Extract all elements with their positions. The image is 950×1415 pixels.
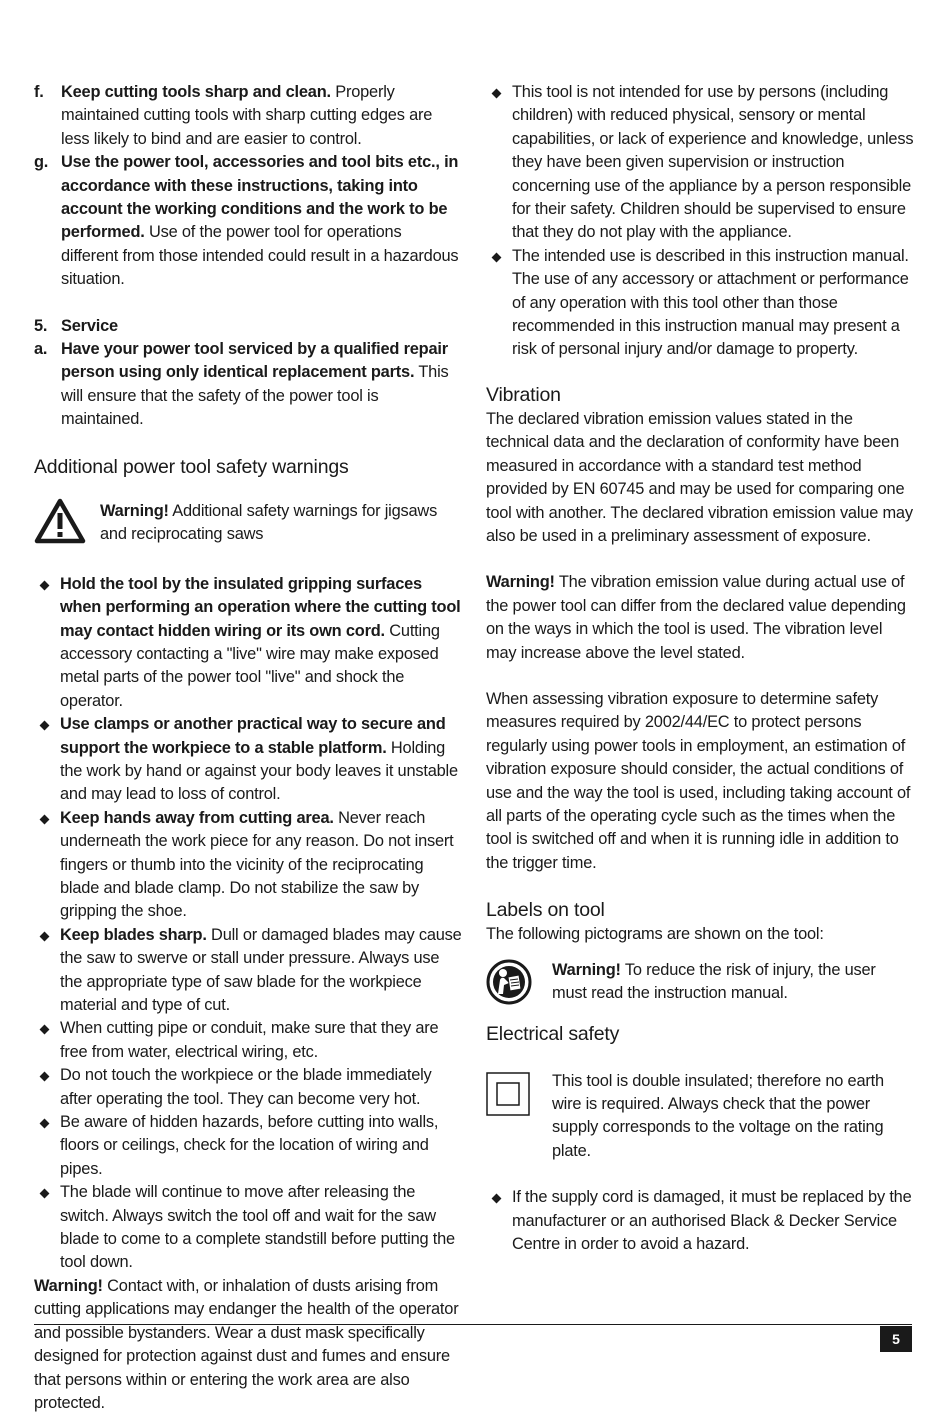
diamond-bullet-icon: [40, 721, 50, 731]
diamond-bullet-icon: [40, 1025, 50, 1035]
diamond-bullet-icon: [40, 1189, 50, 1199]
bullet-item: [34, 713, 462, 807]
double-insulation-box: [486, 1070, 914, 1164]
warning-text: Contact with, or inhalation of dusts arising from cutting applications may endanger the health of the operator and possible bystanders. Wear a dust mask specifically designed for protection against dust and fumes and ensure that persons within or entering the work area are also protected.: [34, 1276, 459, 1412]
double-insulation-icon: [486, 1072, 530, 1123]
diamond-bullet-icon: [492, 252, 502, 262]
diamond-bullet-icon: [40, 580, 50, 590]
jigsaw-warning-box: [34, 500, 462, 550]
list-item-g: [34, 151, 462, 291]
vibration-paragraph: The declared vibration emission values stated in the technical data and the declaration of conformity have been measured in accordance with a standard test method provided by EN 60745 and may be used for comparing one tool with another. The declared vibration emission value may also be used in a preliminary assessment of exposure.: [486, 409, 913, 545]
item-marker: f.: [34, 83, 44, 101]
diamond-bullet-icon: [40, 931, 50, 941]
warning-label: Warning!: [34, 1276, 103, 1295]
bullet-text: Be aware of hidden hazards, before cutting into walls, floors or ceilings, check for the location of wiring and pipes.: [60, 1113, 439, 1178]
bullet-bold-text: Keep blades sharp.: [60, 925, 207, 944]
bullet-text: Never reach underneath the work piece for any reason. Do not insert fingers or thumb into the vicinity of the reciprocating blade and blade clamp. Do not stabilize the saw by gripping the shoe.: [60, 808, 454, 921]
bullet-bold-text: Hold the tool by the insulated gripping surfaces when performing an operation where the cutting tool may contact hidden wiring or its own cord.: [60, 574, 461, 640]
item-bold-text: Use the power tool, accessories and tool bits etc., in accordance with these instructions, taking into account the working conditions and the work to be performed.: [61, 153, 459, 242]
bullet-bold-text: Use clamps or another practical way to secure and support the workpiece to a stable platform.: [60, 715, 446, 757]
double-insulation-text: This tool is double insulated; therefore no earth wire is required. Always check that the power supply corresponds to the voltage on the rating plate.: [552, 1071, 884, 1160]
bullet-item: [34, 924, 462, 1018]
bullet-item: [486, 245, 914, 362]
item-text: This will ensure that the safety of the power tool is maintained.: [61, 363, 449, 429]
bullet-item: [34, 807, 462, 924]
manual-warning-box: [486, 959, 914, 1009]
dust-warning-paragraph: [34, 1275, 462, 1415]
bullet-item: [34, 573, 462, 713]
section-title: Service: [61, 316, 118, 335]
diamond-bullet-icon: [492, 1194, 502, 1204]
warning-label: Warning!: [552, 960, 621, 979]
right-column: [486, 81, 914, 1256]
bullet-text: Dull or damaged blades may cause the saw to swerve or stall under pressure. Always use the appropriate type of saw blade for the workpiece material and type of cut.: [60, 925, 462, 1014]
warning-text: The vibration emission value during actual use of the power tool can differ from the declared value depending on the ways in which the tool is used. The vibration level may increase above the level stated.: [486, 573, 906, 662]
left-column: [34, 81, 462, 1415]
read-manual-icon: [486, 959, 532, 1012]
diamond-bullet-icon: [40, 814, 50, 824]
vibration-warning-paragraph: [486, 571, 914, 665]
vibration-assessment-paragraph: When assessing vibration exposure to determine safety measures required by 2002/44/EC to protect persons regularly using power tools in employment, an estimation of vibration exposure should consider, the actual conditions of use and the way the tool is used, including taking account of all parts of the operating cycle such as the times when the tool is switched off and when it is running idle in addition to the trigger time.: [486, 689, 911, 872]
diamond-bullet-icon: [492, 89, 502, 99]
additional-warnings-heading: Additional power tool safety warnings: [34, 455, 349, 478]
bullet-text: This tool is not intended for use by persons (including children) with reduced physical, sensory or mental capabilities, or lack of experience and knowledge, unless they have been given supervision or instruction concerning use of the appliance by a person responsible for their safety. Children should be supervised to ensure that they do not play with the appliance.: [512, 83, 914, 242]
footer-rule: [34, 1324, 912, 1325]
bullet-text: Do not touch the workpiece or the blade immediately after operating the tool. They can become very hot.: [60, 1066, 432, 1108]
diamond-bullet-icon: [40, 1119, 50, 1129]
bullet-text: The intended use is described in this instruction manual. The use of any accessory or attachment or performance of any operation with this tool other than those recommended in this instruction manual may present a risk of personal injury and/or damage to property.: [512, 246, 909, 359]
labels-intro: The following pictograms are shown on the tool:: [486, 925, 824, 944]
bullet-item: [486, 1186, 914, 1256]
bullet-item: [34, 1111, 462, 1181]
item-bold-text: Keep cutting tools sharp and clean.: [61, 83, 331, 101]
item-marker: a.: [34, 340, 48, 359]
bullet-text: If the supply cord is damaged, it must be replaced by the manufacturer or an authorised Black & Decker Service Centre in order to avoid a hazard.: [512, 1188, 912, 1254]
electrical-safety-heading: Electrical safety: [486, 1022, 620, 1045]
diamond-bullet-icon: [40, 1072, 50, 1082]
bullet-bold-text: Keep hands away from cutting area.: [60, 808, 334, 827]
section-number: 5.: [34, 316, 48, 335]
warning-label: Warning!: [486, 573, 555, 592]
bullet-item: [34, 1181, 462, 1275]
item-text: Properly maintained cutting tools with sharp cutting edges are less likely to bind and are easier to control.: [61, 83, 433, 148]
bullet-item: [486, 81, 914, 245]
bullet-item: [34, 1064, 462, 1111]
bullet-text: The blade will continue to move after releasing the switch. Always switch the tool off and wait for the saw blade to come to a complete standstill before putting the tool down.: [60, 1183, 455, 1272]
item-marker: g.: [34, 153, 49, 172]
item-bold-text: Have your power tool serviced by a qualified repair person using only identical replacement parts.: [61, 340, 448, 382]
bullet-text: When cutting pipe or conduit, make sure that they are free from water, electrical wiring, etc.: [60, 1019, 439, 1061]
section-service: [34, 315, 462, 338]
list-item-a: [34, 338, 462, 432]
item-text: Use of the power tool for operations different from those intended could result in a hazardous situation.: [61, 223, 459, 289]
bullet-text: Cutting accessory contacting a "live" wire may make exposed metal parts of the power tool "live" and shock the operator.: [60, 621, 440, 710]
page-number: 5: [880, 1326, 912, 1352]
bullet-text: Holding the work by hand or against your body leaves it unstable and may lead to loss of control.: [60, 738, 458, 804]
warning-text: To reduce the risk of injury, the user must read the instruction manual.: [552, 960, 876, 1002]
warning-text: Additional safety warnings for jigsaws and reciprocating saws: [100, 501, 438, 544]
list-item-f: [34, 81, 462, 151]
vibration-heading: Vibration: [486, 383, 561, 406]
warning-triangle-icon: [34, 498, 86, 551]
warning-label: Warning!: [100, 501, 169, 520]
labels-heading: Labels on tool: [486, 899, 605, 922]
bullet-item: [34, 1017, 462, 1064]
